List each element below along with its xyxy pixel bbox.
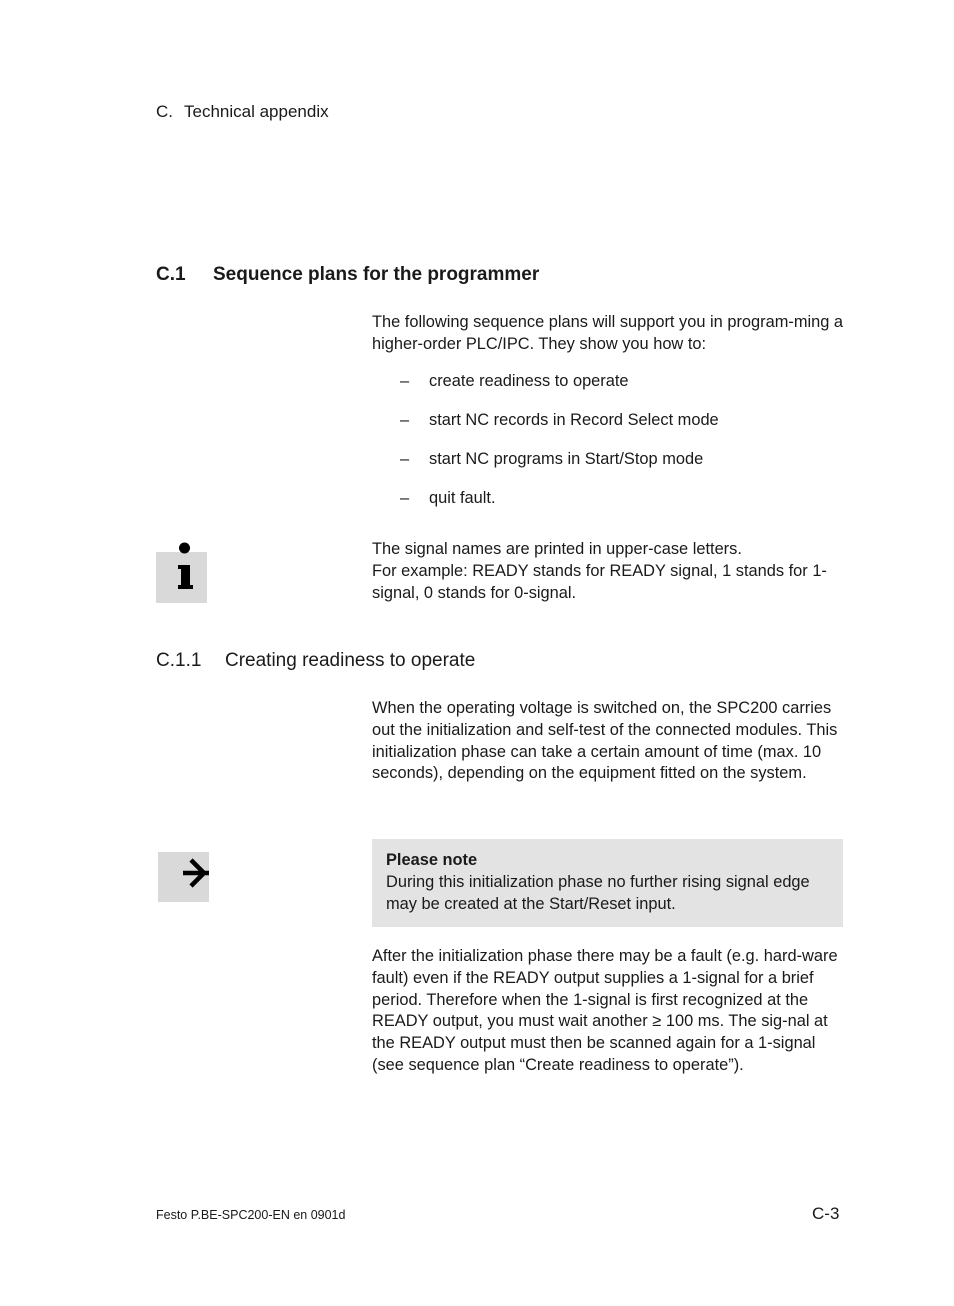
intro-text: The following sequence plans will support you in program-ming a higher-order PLC/IPC. They show you how to:	[372, 313, 844, 353]
list-item: – start NC programs in Start/Stop mode	[400, 450, 704, 468]
info-icon	[156, 552, 207, 603]
subsection-number: C.1.1	[156, 650, 202, 671]
chapter-title: Technical appendix	[184, 102, 329, 121]
fault-text: After the initialization phase there may be a fault (e.g. hard-ware fault) even if the READY output supplies a 1-signal for a brief period. Therefore when the 1-signal is first recognized at the READY output, you must wait another ≥ 100 ms. The sig-nal at the READY output must then be scanned again for a 1-signal (see sequence plan “Create readiness to operate”).	[372, 947, 838, 1074]
note-title: Please note	[386, 851, 478, 869]
note-box	[372, 839, 843, 927]
section-number: C.1	[156, 264, 186, 285]
info-text-line1: The signal names are printed in upper-case letters.	[372, 540, 742, 558]
list-item: – create readiness to operate	[400, 372, 629, 390]
list-marker: –	[400, 411, 410, 429]
list-marker: –	[400, 450, 410, 468]
list-marker: –	[400, 372, 410, 390]
footer-document-id: Festo P.BE-SPC200-EN en 0901d	[156, 1208, 346, 1222]
intro-paragraph	[372, 312, 847, 356]
subsection-title: Creating readiness to operate	[225, 650, 476, 671]
startup-paragraph	[372, 698, 847, 785]
section-heading	[156, 264, 539, 286]
fault-paragraph	[372, 946, 847, 1077]
subsection-heading	[156, 650, 475, 672]
info-dot	[176, 540, 192, 556]
arrow-right-icon	[158, 852, 209, 902]
chapter-number: C.	[156, 102, 173, 121]
list-item: – start NC records in Record Select mode	[400, 411, 719, 429]
list-marker: –	[400, 489, 410, 507]
running-header	[156, 102, 329, 122]
note-text: During this initialization phase no further rising signal edge may be created at the Start/Reset input.	[386, 872, 810, 913]
startup-text: When the operating voltage is switched on, the SPC200 carries out the initialization and self-test of the connected modules. This initialization phase can take a certain amount of time (max. 10 seconds), depending on the equipment fitted on the system.	[372, 699, 838, 783]
arrow-glyph	[158, 852, 209, 902]
footer-page-number: C-3	[812, 1204, 840, 1223]
info-glyph	[156, 552, 207, 603]
info-paragraph	[372, 539, 847, 604]
section-title: Sequence plans for the programmer	[213, 264, 540, 285]
info-text-line2: For example: READY stands for READY signal, 1 stands for 1-signal, 0 stands for 0-signal.	[372, 561, 827, 602]
list-item: – quit fault.	[400, 489, 496, 507]
